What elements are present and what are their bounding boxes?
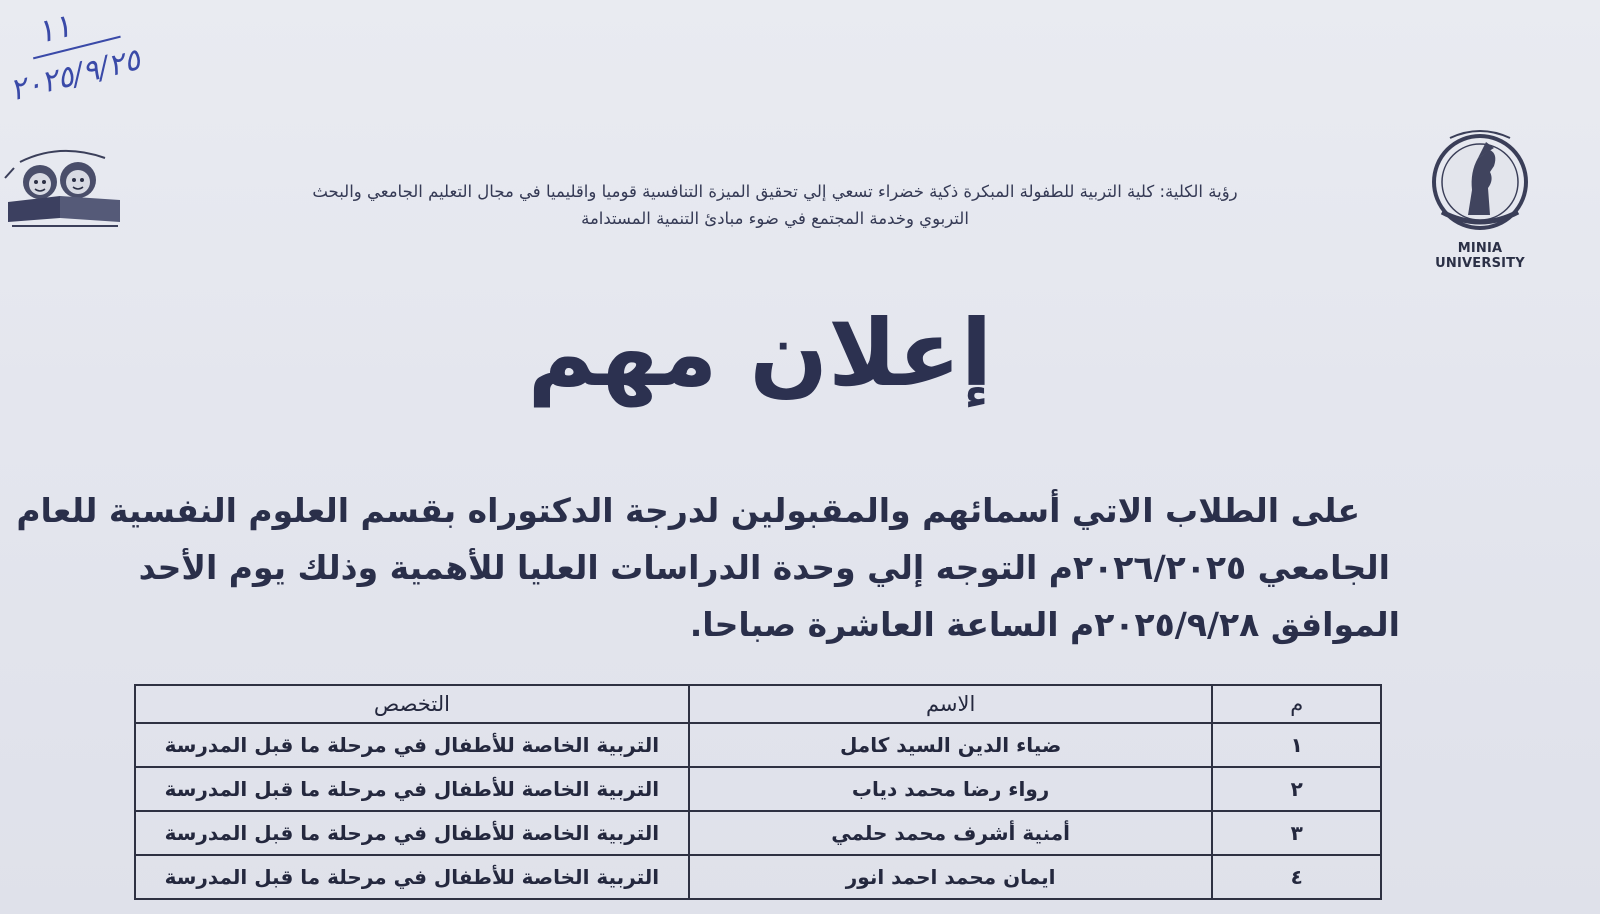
student-specialization: التربية الخاصة للأطفال في مرحلة ما قبل المدرسة [135,811,689,855]
vision-label: رؤية الكلية: [1159,182,1238,201]
student-specialization: التربية الخاصة للأطفال في مرحلة ما قبل المدرسة [135,767,689,811]
student-specialization: التربية الخاصة للأطفال في مرحلة ما قبل المدرسة [135,723,689,767]
table-row [135,855,1381,899]
children-book-logo-icon [0,140,130,230]
announcement-body [16,482,1400,653]
table-row [135,723,1381,767]
table-row [135,767,1381,811]
column-header-specialization: التخصص [135,685,689,723]
faculty-logo [0,140,130,230]
column-header-index: م [1212,685,1381,723]
student-name: ضياء الدين السيد كامل [689,723,1213,767]
page-title: إعلان مهم [527,300,993,407]
student-name: رواء رضا محمد دياب [689,767,1213,811]
students-table [134,684,1382,900]
handwritten-date: ٢٠٢٥/٩/٢٥ [6,42,144,109]
student-name: ايمان محمد احمد انور [689,855,1213,899]
row-index: ٤ [1212,855,1381,899]
student-name: أمنية أشرف محمد حلمي [689,811,1213,855]
university-logo [1420,120,1540,271]
student-specialization: التربية الخاصة للأطفال في مرحلة ما قبل المدرسة [135,855,689,899]
vision-line-1: كلية التربية للطفولة المبكرة ذكية خضراء تسعي إلي تحقيق الميزة التنافسية قوميا واقليميا في مجال التعليم الجامعي والبحث [312,182,1155,201]
column-header-name: الاسم [689,685,1213,723]
row-index: ٢ [1212,767,1381,811]
table-row [135,811,1381,855]
row-index: ٣ [1212,811,1381,855]
announcement-line-2: الجامعي ٢٠٢٦/٢٠٢٥م التوجه إلي وحدة الدراسات العليا للأهمية وذلك يوم الأحد [138,548,1390,587]
vision-line-2: التربوي وخدمة المجتمع في ضوء مبادئ التنمية المستدامة [581,209,969,228]
nefertiti-emblem-icon [1420,120,1540,240]
handwritten-number: ١١ [32,5,76,52]
university-name: MINIA UNIVERSITY [1435,241,1525,271]
college-vision [160,178,1390,232]
table-header-row [135,685,1381,723]
announcement-line-1: على الطلاب الاتي أسمائهم والمقبولين لدرجة الدكتوراه بقسم العلوم النفسية للعام [16,491,1360,530]
handwritten-note [0,0,168,140]
announcement-line-3: الموافق ٢٠٢٥/٩/٢٨م الساعة العاشرة صباحا. [689,605,1400,644]
row-index: ١ [1212,723,1381,767]
